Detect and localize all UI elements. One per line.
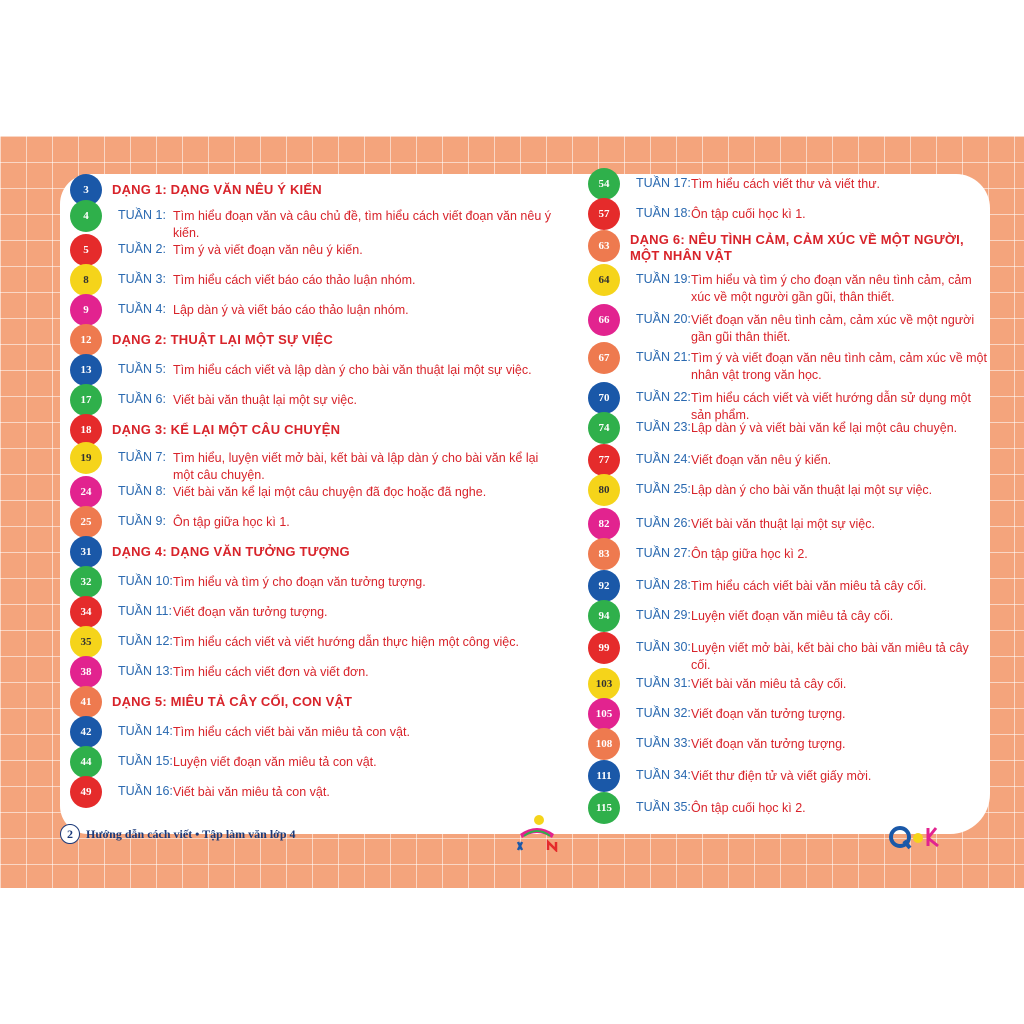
page-number-circle: 19 <box>70 442 102 474</box>
page-background <box>0 136 1024 888</box>
week-label: TUẦN 17: <box>636 176 691 190</box>
week-description: Viết đoạn văn tưởng tượng. <box>691 737 846 751</box>
page-number-circle: 77 <box>588 444 620 476</box>
section-heading: DẠNG 6: NÊU TÌNH CẢM, CẢM XÚC VỀ MỘT NGƯỜI, MỘT NHÂN VẬT <box>630 232 964 263</box>
week-label: TUẦN 8: <box>118 484 166 498</box>
week-label: TUẦN 13: <box>118 664 173 678</box>
page-number-circle: 13 <box>70 354 102 386</box>
week-description: Luyện viết mở bài, kết bài cho bài văn miêu tả cây cối. <box>691 641 969 672</box>
page-number-circle: 64 <box>588 264 620 296</box>
week-description: Tìm hiểu cách viết và viết hướng dẫn sử dụng một sản phẩm. <box>691 391 971 422</box>
page-number-circle: 18 <box>70 414 102 446</box>
week-description: Viết đoạn văn nêu tình cảm, cảm xúc về một người gần gũi thân thiết. <box>691 313 975 344</box>
page-number-circle: 70 <box>588 382 620 414</box>
week-description: Ôn tập cuối học kì 1. <box>691 207 806 221</box>
week-label: TUẦN 25: <box>636 482 691 496</box>
page-number-circle: 4 <box>70 200 102 232</box>
page-number-circle: 63 <box>588 230 620 262</box>
week-label: TUẦN 18: <box>636 206 691 220</box>
week-description: Tìm hiểu cách viết báo cáo thảo luận nhóm. <box>173 273 416 287</box>
page-number-circle: 9 <box>70 294 102 326</box>
page-number-circle: 66 <box>588 304 620 336</box>
week-label: TUẦN 11: <box>118 604 172 618</box>
week-description: Tìm hiểu cách viết và lập dàn ý cho bài văn thuật lại một sự việc. <box>173 363 532 377</box>
week-label: TUẦN 22: <box>636 390 691 404</box>
page-number-circle: 3 <box>70 174 102 206</box>
page-number-circle: 31 <box>70 536 102 568</box>
page-number-circle: 80 <box>588 474 620 506</box>
footer <box>60 824 296 844</box>
week-description: Luyện viết đoạn văn miêu tả cây cối. <box>691 609 894 623</box>
week-label: TUẦN 24: <box>636 452 691 466</box>
week-label: TUẦN 15: <box>118 754 173 768</box>
week-label: TUẦN 14: <box>118 724 173 738</box>
page-number-circle: 8 <box>70 264 102 296</box>
page-number-circle: 57 <box>588 198 620 230</box>
page-number-circle: 82 <box>588 508 620 540</box>
table-of-contents-card <box>60 174 990 834</box>
page-number-circle: 44 <box>70 746 102 778</box>
week-label: TUẦN 26: <box>636 516 691 530</box>
week-description: Viết bài văn thuật lại một sự việc. <box>691 517 875 531</box>
week-description: Viết bài văn miêu tả cây cối. <box>691 677 847 691</box>
week-description: Tìm ý và viết đoạn văn nêu ý kiến. <box>173 243 363 257</box>
week-label: TUẦN 30: <box>636 640 691 654</box>
q-logo-icon <box>888 824 944 850</box>
week-description: Lập dàn ý và viết báo cáo thảo luận nhóm. <box>173 303 409 317</box>
page-number-circle: 41 <box>70 686 102 718</box>
week-description: Viết bài văn miêu tả con vật. <box>173 785 330 799</box>
week-label: TUẦN 6: <box>118 392 166 406</box>
page-number-circle: 99 <box>588 632 620 664</box>
week-description: Ôn tập cuối học kì 2. <box>691 801 806 815</box>
page-number-circle: 35 <box>70 626 102 658</box>
week-description: Tìm hiểu cách viết đơn và viết đơn. <box>173 665 369 679</box>
section-heading: DẠNG 1: DẠNG VĂN NÊU Ý KIẾN <box>112 182 322 197</box>
page-number-circle: 25 <box>70 506 102 538</box>
week-label: TUẦN 9: <box>118 514 166 528</box>
week-description: Viết bài văn thuật lại một sự việc. <box>173 393 357 407</box>
page-number-circle: 5 <box>70 234 102 266</box>
week-label: TUẦN 10: <box>118 574 173 588</box>
page-number-circle: 67 <box>588 342 620 374</box>
page-number-circle: 108 <box>588 728 620 760</box>
section-heading: DẠNG 5: MIÊU TẢ CÂY CỐI, CON VẬT <box>112 694 353 709</box>
week-description: Tìm hiểu cách viết bài văn miêu tả con vật. <box>173 725 410 739</box>
page-number-circle: 103 <box>588 668 620 700</box>
page-number-circle: 38 <box>70 656 102 688</box>
week-description: Viết đoạn văn nêu ý kiến. <box>691 453 832 467</box>
week-label: TUẦN 21: <box>636 350 691 364</box>
week-description: Tìm hiểu đoạn văn và câu chủ đề, tìm hiểu cách viết đoạn văn nêu ý kiến. <box>173 209 552 240</box>
page-number-circle: 42 <box>70 716 102 748</box>
week-description: Viết đoạn văn tưởng tượng. <box>173 605 328 619</box>
week-label: TUẦN 5: <box>118 362 166 376</box>
page-number-circle: 74 <box>588 412 620 444</box>
week-description: Tìm ý và viết đoạn văn nêu tình cảm, cảm xúc về một nhân vật trong văn học. <box>691 351 987 382</box>
week-label: TUẦN 29: <box>636 608 691 622</box>
week-description: Tìm hiểu và tìm ý cho đoạn văn nêu tình cảm, cảm xúc về một người gần gũi, thân thiết. <box>691 273 972 304</box>
week-description: Ôn tập giữa học kì 1. <box>173 515 290 529</box>
kn-logo-icon <box>512 812 562 852</box>
week-label: TUẦN 7: <box>118 450 166 464</box>
week-label: TUẦN 27: <box>636 546 691 560</box>
page-number-circle: 92 <box>588 570 620 602</box>
week-label: TUẦN 32: <box>636 706 691 720</box>
week-label: TUẦN 16: <box>118 784 173 798</box>
week-label: TUẦN 35: <box>636 800 691 814</box>
book-title: Hướng dẫn cách viết • Tập làm văn lớp 4 <box>86 826 296 841</box>
page-number: 2 <box>60 824 80 844</box>
week-description: Viết thư điện tử và viết giấy mời. <box>691 769 872 783</box>
week-description: Ôn tập giữa học kì 2. <box>691 547 808 561</box>
page-number-circle: 54 <box>588 168 620 200</box>
week-label: TUẦN 28: <box>636 578 691 592</box>
week-label: TUẦN 1: <box>118 208 166 222</box>
week-description: Tìm hiểu cách viết bài văn miêu tả cây cối. <box>691 579 927 593</box>
week-description: Viết bài văn kể lại một câu chuyện đã đọc hoặc đã nghe. <box>173 485 487 499</box>
page-number-circle: 24 <box>70 476 102 508</box>
page-number-circle: 34 <box>70 596 102 628</box>
page-number-circle: 12 <box>70 324 102 356</box>
week-description: Lập dàn ý cho bài văn thuật lại một sự việc. <box>691 483 933 497</box>
week-description: Tìm hiểu, luyện viết mở bài, kết bài và lập dàn ý cho bài văn kể lại một câu chuyện. <box>173 451 539 482</box>
week-description: Tìm hiểu cách viết thư và viết thư. <box>691 177 881 191</box>
page-number-circle: 115 <box>588 792 620 824</box>
page-number-circle: 17 <box>70 384 102 416</box>
week-label: TUẦN 33: <box>636 736 691 750</box>
week-description: Viết đoạn văn tưởng tượng. <box>691 707 846 721</box>
week-label: TUẦN 2: <box>118 242 166 256</box>
week-label: TUẦN 12: <box>118 634 173 648</box>
week-label: TUẦN 3: <box>118 272 166 286</box>
page-number-circle: 105 <box>588 698 620 730</box>
week-label: TUẦN 19: <box>636 272 691 286</box>
section-heading: DẠNG 4: DẠNG VĂN TƯỞNG TƯỢNG <box>112 544 350 559</box>
week-label: TUẦN 4: <box>118 302 166 316</box>
page-number-circle: 94 <box>588 600 620 632</box>
page-number-circle: 49 <box>70 776 102 808</box>
week-description: Luyện viết đoạn văn miêu tả con vật. <box>173 755 377 769</box>
week-label: TUẦN 34: <box>636 768 691 782</box>
week-label: TUẦN 31: <box>636 676 691 690</box>
page-number-circle: 111 <box>588 760 620 792</box>
week-label: TUẦN 23: <box>636 420 691 434</box>
section-heading: DẠNG 2: THUẬT LẠI MỘT SỰ VIỆC <box>112 332 333 347</box>
week-label: TUẦN 20: <box>636 312 691 326</box>
page-number-circle: 83 <box>588 538 620 570</box>
section-heading: DẠNG 3: KỂ LẠI MỘT CÂU CHUYỆN <box>112 422 341 437</box>
page-number-circle: 32 <box>70 566 102 598</box>
week-description: Tìm hiểu và tìm ý cho đoạn văn tưởng tượng. <box>173 575 426 589</box>
week-description: Tìm hiểu cách viết và viết hướng dẫn thực hiện một công việc. <box>173 635 519 649</box>
week-description: Lập dàn ý và viết bài văn kể lại một câu chuyện. <box>691 421 958 435</box>
